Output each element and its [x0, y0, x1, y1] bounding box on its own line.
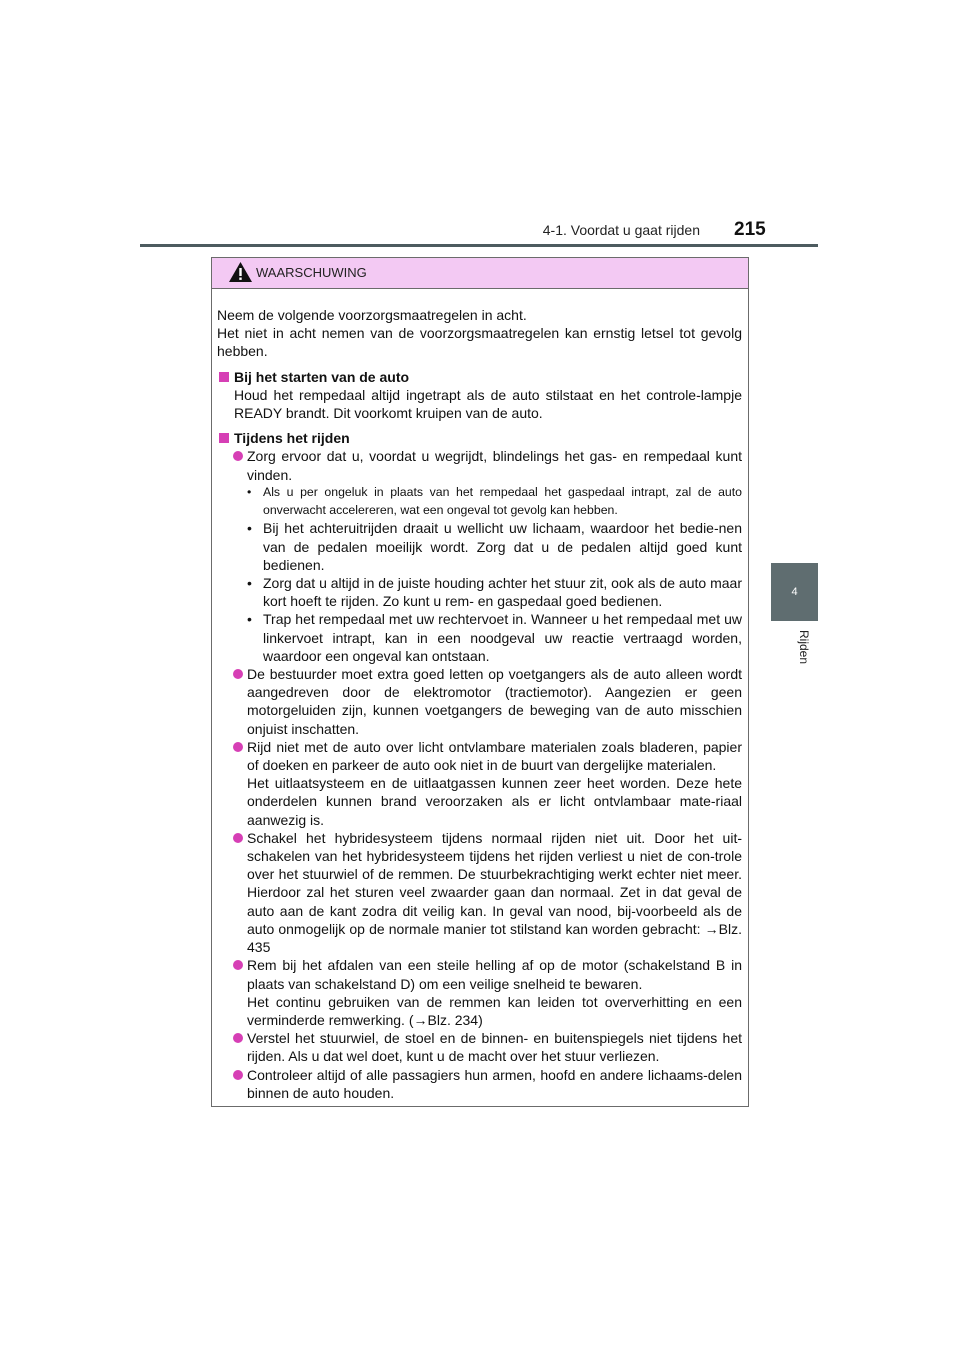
- bullet-item: [217, 1029, 742, 1065]
- bullet-continuation: [217, 774, 742, 829]
- intro-line-2: Het niet in acht nemen van de voorzorgsmaatregelen kan ernstig letsel tot gevolg hebben.: [217, 325, 742, 360]
- round-bullet-icon: [233, 960, 243, 970]
- warning-triangle-icon: [228, 261, 253, 283]
- section-heading: [217, 368, 742, 386]
- warning-body: [212, 289, 748, 1102]
- sub-item-text: Trap het rempedaal met uw rechtervoet in. Wanneer u het rempedaal met uw linkervoet intrapt, kan in een noodgeval uw reactie vertraagd worden, waardoor een ongeval kan ontstaan.: [263, 611, 742, 664]
- sub-bullet-mark: •: [247, 611, 252, 628]
- bullet-item: [217, 738, 742, 774]
- bullet-text: De bestuurder moet extra goed letten op voetgangers als de auto alleen wordt aangedreven door de elektromotor (tractiemotor). Aangezien er geen motorgeluiden zijn, kunnen voetgangers de beweging van de auto misschien onjuist inschatten.: [247, 666, 742, 737]
- sub-bullet-mark: •: [247, 520, 252, 537]
- round-bullet-icon: [233, 833, 243, 843]
- sub-item: [217, 574, 742, 610]
- bullet-text: Controleer altijd of alle passagiers hun armen, hoofd en andere lichaams-delen binnen de auto houden.: [247, 1066, 742, 1101]
- round-bullet-icon: [233, 451, 243, 461]
- warning-title: WAARSCHUWING: [256, 265, 367, 280]
- section-driving: [217, 429, 742, 1102]
- bullet-text: Schakel het hybridesysteem tijdens normaal rijden niet uit. Door het uit-schakelen van het hybridesysteem tijdens het rijden verliest u niet de con-trole over het stuurwiel of de remmen. De stuurbekrachtiging werkt echter niet meer. Hierdoor zal het sturen veel zwaarder gaan dan normaal. Zet in dat geval de auto aan de kant zodra dit veilig kan. In geval van nood, bij-voorbeeld als de auto onmogelijk op de normale manier tot stilstand kan worden gebracht: →Blz. 435: [247, 829, 742, 956]
- bullet-item: [217, 447, 742, 483]
- bullet-text: Verstel het stuurwiel, de stoel en de binnen- en buitenspiegels niet tijdens het rijden. Als u dat wel doet, kunt u de macht over het stuur verliezen.: [247, 1030, 742, 1065]
- sub-item: [217, 519, 742, 574]
- square-bullet-icon: [219, 372, 229, 382]
- section-title: 4-1. Voordat u gaat rijden: [542, 222, 700, 238]
- bullet-item: [217, 665, 742, 738]
- sub-item-text: Bij het achteruitrijden draait u wellicht uw lichaam, waardoor het bedie-nen van de pedalen moeilijk wordt. Zorg dat u de pedalen altijd goed kunt bedienen.: [263, 520, 742, 573]
- bullet-continuation: [217, 993, 742, 1029]
- warning-box: [211, 257, 749, 1107]
- bullet-item: [217, 829, 742, 956]
- section-heading: [217, 429, 742, 447]
- page-number: 215: [734, 219, 766, 240]
- section-text: Houd het rempedaal altijd ingetrapt als de auto stilstaat en het controle-lampje READY brandt. Dit voorkomt kruipen van de auto.: [234, 386, 742, 422]
- sub-bullet-mark: •: [247, 575, 252, 592]
- sub-item: [217, 484, 742, 520]
- bullet-item: [217, 956, 742, 992]
- chapter-tab: 4: [771, 563, 818, 621]
- section-heading-text: Tijdens het rijden: [234, 430, 350, 447]
- warning-header: [212, 258, 748, 289]
- bullet-text: Rem bij het afdalen van een steile helling af op de motor (schakelstand B in plaats van schakelstand D) om een veilige snelheid te bewaren.: [247, 957, 742, 992]
- sub-item-text: Als u per ongeluk in plaats van het rempedaal het gaspedaal intrapt, zal de auto onverwacht accelereren, wat een ongeval tot gevolg kan hebben.: [263, 484, 742, 517]
- chapter-label: Rijden: [797, 630, 811, 665]
- bullet-text: Het uitlaatsysteem en de uitlaatgassen kunnen zeer heet worden. Deze hete onderdelen kunnen brand veroorzaken als er licht ontvlambaar mate-riaal aanwezig is.: [247, 775, 742, 828]
- bullet-text: Zorg ervoor dat u, voordat u wegrijdt, blindelings het gas- en rempedaal kunt vinden.: [247, 448, 742, 483]
- round-bullet-icon: [233, 1033, 243, 1043]
- bullet-text: Rijd niet met de auto over licht ontvlambare materialen zoals bladeren, papier of doeken en parkeer de auto ook niet in de buurt van dergelijke materialen.: [247, 738, 742, 774]
- section-starting: [217, 368, 742, 423]
- round-bullet-icon: [233, 669, 243, 679]
- intro-line-1: Neem de volgende voorzorgsmaatregelen in acht.: [217, 307, 527, 323]
- sub-bullet-mark: •: [247, 484, 252, 499]
- bullet-item: [217, 1066, 742, 1102]
- sub-item-text: Zorg dat u altijd in de juiste houding achter het stuur zit, ook als de auto maar kort hoeft te rijden. Zo kunt u rem- en gaspedaal goed bedienen.: [263, 575, 742, 610]
- bullet-text: Het continu gebruiken van de remmen kan leiden tot oververhitting en een verminderde remwerking. (→Blz. 234): [247, 993, 742, 1028]
- square-bullet-icon: [219, 433, 229, 443]
- header-rule: [140, 244, 818, 247]
- sub-item: [217, 610, 742, 665]
- section-heading-text: Bij het starten van de auto: [234, 368, 410, 385]
- round-bullet-icon: [233, 742, 243, 752]
- round-bullet-icon: [233, 1070, 243, 1080]
